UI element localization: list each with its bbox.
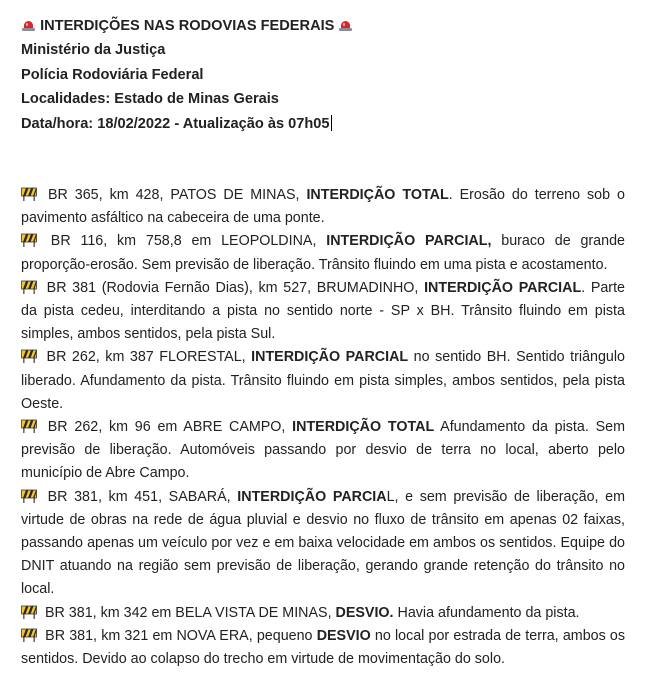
title-text: INTERDIÇÕES NAS RODOVIAS FEDERAIS [40,18,335,34]
document-body [21,14,625,671]
item-status: INTERDIÇÃO PARCIA [237,488,387,505]
item-status: DESVIO. [335,604,394,621]
item-status: INTERDIÇÃO TOTAL [306,187,449,204]
siren-icon [22,20,35,31]
construction-barrier-icon [21,419,37,433]
item-detail: . Erosão do terreno sob o pavimento asfáltico na cabeceira de uma ponte. [21,187,625,227]
item-detail: L, e sem previsão de liberação, em virtude de obras na rede de água pluvial e desvio no fluxo de trânsito em apenas 02 faixas, passando apenas um veículo por vez e em baixa velocidade em ambos os sentidos. Equipe do DNIT atuando na região sem previsão de liberação, gerando grande retenção do trânsito no local. [21,488,625,598]
location-line: Localidades: Estado de Minas Gerais [21,91,279,108]
interdiction-list [21,184,625,671]
list-item [21,346,625,416]
item-status: INTERDIÇÃO TOTAL [292,419,435,436]
item-detail: . Parte da pista cedeu, interditando a pista no sentido norte - SP x BH. Trânsito fluindo em pista simples, ambos sentidos, pela pista Sul. [21,279,625,343]
item-detail: Havia afundamento da pista. [393,604,580,621]
list-item [21,602,625,625]
item-text: BR 381, km 321 em NOVA ERA, pequeno [41,627,317,644]
construction-barrier-icon [21,628,37,642]
construction-barrier-icon [21,187,37,201]
list-item [21,184,625,230]
construction-barrier-icon [21,605,37,619]
item-text: BR 262, km 96 em ABRE CAMPO, [41,419,293,436]
construction-barrier-icon [21,489,37,503]
list-item [21,230,625,276]
list-item [21,416,625,486]
item-status: INTERDIÇÃO PARCIAL [424,279,582,296]
construction-barrier-icon [21,280,37,294]
datetime-text: Data/hora: 18/02/2022 - Atualização às 07h05 [21,115,330,132]
item-text: BR 365, km 428, PATOS DE MINAS, [41,187,307,204]
ministry-line: Ministério da Justiça [21,42,166,59]
construction-barrier-icon [21,349,37,363]
list-item [21,277,625,347]
item-detail: no local por estrada de terra, ambos os sentidos. Devido ao colapso do trecho em virtude de movimentação do solo. [21,627,626,668]
item-detail: buraco de grande proporção-erosão. Sem previsão de liberação. Trânsito fluindo em uma pista e acostamento. [21,233,625,273]
datetime-line[interactable] [21,112,625,136]
item-text: BR 381, km 342 em BELA VISTA DE MINAS, [41,604,336,621]
item-text: BR 262, km 387 FLORESTAL, [41,349,252,366]
item-status: DESVIO [316,627,371,644]
item-text: BR 381 (Rodovia Fernão Dias), km 527, BRUMADINHO, [41,279,425,296]
item-detail: no sentido BH. Sentido triângulo liberado. Afundamento da pista. Trânsito fluindo em pista simples, ambos sentidos, pela pista Oeste. [21,349,625,412]
list-item [21,486,625,602]
siren-icon [339,20,352,31]
item-status: INTERDIÇÃO PARCIAL [251,349,409,366]
list-item [21,625,625,671]
document-title [21,14,625,38]
item-text: BR 381, km 451, SABARÁ, [41,488,238,505]
text-cursor [331,115,332,131]
construction-barrier-icon [21,233,37,247]
item-status: INTERDIÇÃO PARCIAL, [326,233,492,250]
item-detail: Afundamento da pista. Sem previsão de liberação. Automóveis passando por desvio de terra no local, aberto pelo município de Abre Campo. [21,419,625,482]
agency-line: Polícia Rodoviária Federal [21,66,204,83]
item-text: BR 116, km 758,8 em LEOPOLDINA, [41,233,327,250]
